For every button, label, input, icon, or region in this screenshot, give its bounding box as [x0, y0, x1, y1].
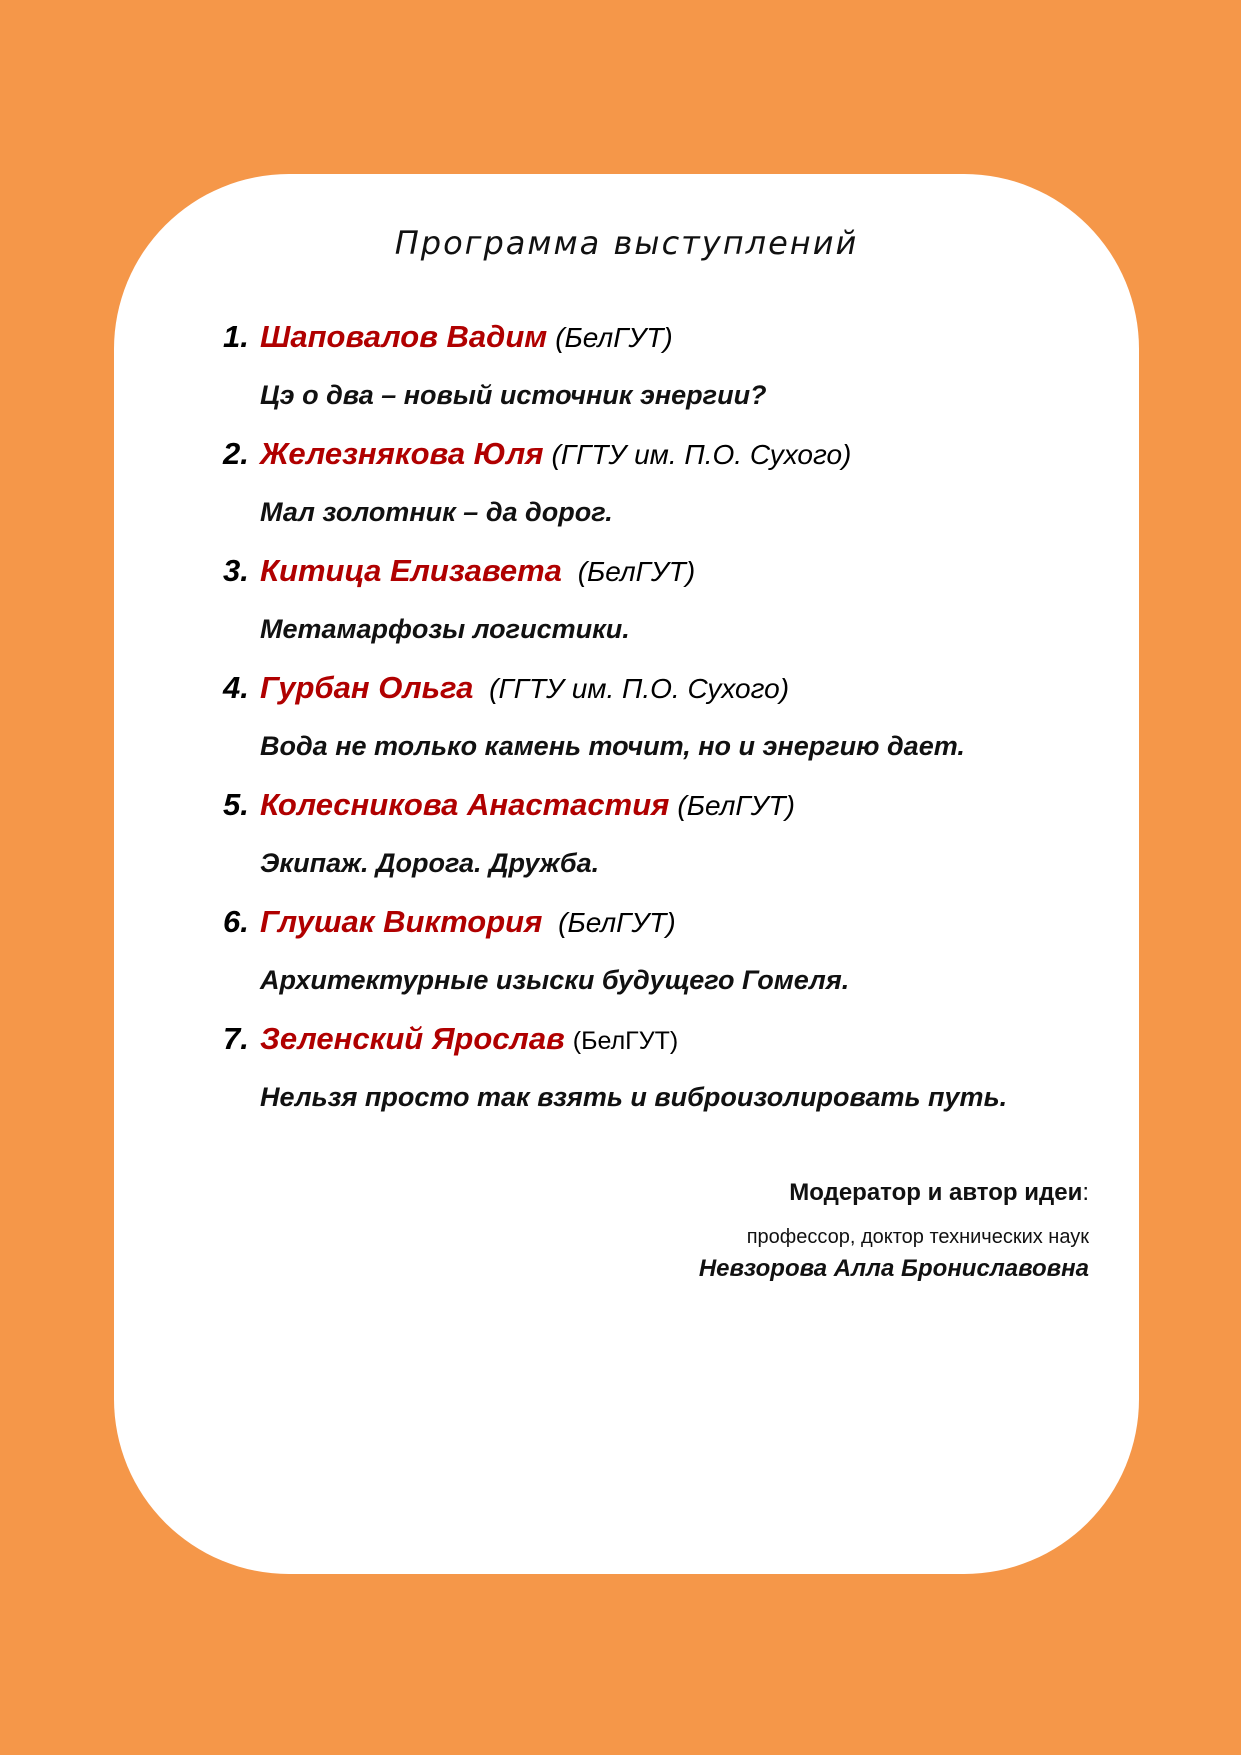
talk-title: Архитектурные изыски будущего Гомеля.	[260, 965, 850, 995]
list-item	[223, 776, 1103, 893]
speaker-heading	[223, 542, 1103, 600]
talk-title: Цэ о два – новый источник энергии?	[260, 380, 767, 410]
speaker-name: Шаповалов Вадим	[260, 319, 548, 354]
moderator-name: Невзорова Алла Брониславовна	[698, 1255, 1089, 1282]
moderator-block	[699, 1174, 1089, 1286]
moderator-label-text: Модератор и автор идеи	[789, 1179, 1083, 1206]
speaker-name: Гурбан Ольга	[260, 670, 474, 705]
speaker-name: Глушак Виктория	[260, 904, 543, 939]
speaker-heading	[223, 776, 1103, 834]
speaker-organization: (БелГУТ)	[677, 790, 795, 821]
list-item	[223, 659, 1103, 776]
speaker-number: 5.	[223, 787, 249, 822]
moderator-role: профессор, доктор технических наук	[746, 1226, 1089, 1248]
speaker-organization: (ГГТУ им. П.О. Сухого)	[481, 673, 790, 704]
list-item	[223, 425, 1103, 542]
speaker-organization: (БелГУТ)	[555, 322, 673, 353]
speaker-name: Железнякова Юля	[260, 436, 544, 471]
talk-title: Мал золотник – да дорог.	[260, 497, 613, 527]
program-card	[114, 174, 1139, 1574]
speaker-number: 1.	[223, 319, 249, 354]
talk-title: Вода не только камень точит, но и энергию дает.	[260, 731, 965, 761]
speaker-heading	[223, 893, 1103, 951]
moderator-label	[699, 1174, 1089, 1212]
speaker-name: Зеленский Ярослав	[260, 1021, 565, 1056]
moderator-label-colon: :	[1082, 1179, 1089, 1206]
speaker-organization: (ГГТУ им. П.О. Сухого)	[551, 439, 852, 470]
page-title: Программа выступлений	[394, 224, 859, 262]
speaker-organization: (БелГУТ)	[569, 556, 696, 587]
speaker-list	[223, 308, 1103, 1127]
speaker-organization: (БелГУТ)	[550, 907, 676, 938]
speaker-heading	[223, 1010, 1103, 1068]
speaker-heading	[223, 308, 1103, 366]
speaker-name: Колесникова Анастастия	[260, 787, 670, 822]
talk-title: Нельзя просто так взять и виброизолировать путь.	[260, 1082, 1008, 1112]
speaker-number: 7.	[223, 1021, 249, 1056]
list-item	[223, 542, 1103, 659]
speaker-number: 6.	[223, 904, 249, 939]
speaker-name: Китица Елизавета	[260, 553, 562, 588]
list-item	[223, 893, 1103, 1010]
list-item	[223, 308, 1103, 425]
speaker-number: 4.	[223, 670, 249, 705]
list-item	[223, 1010, 1103, 1127]
speaker-heading	[223, 425, 1103, 483]
speaker-number: 3.	[223, 553, 249, 588]
speaker-number: 2.	[223, 436, 249, 471]
talk-title: Метамарфозы логистики.	[260, 614, 630, 644]
speaker-organization: (БелГУТ)	[572, 1027, 679, 1055]
talk-title: Экипаж. Дорога. Дружба.	[260, 848, 600, 878]
speaker-heading	[223, 659, 1103, 717]
